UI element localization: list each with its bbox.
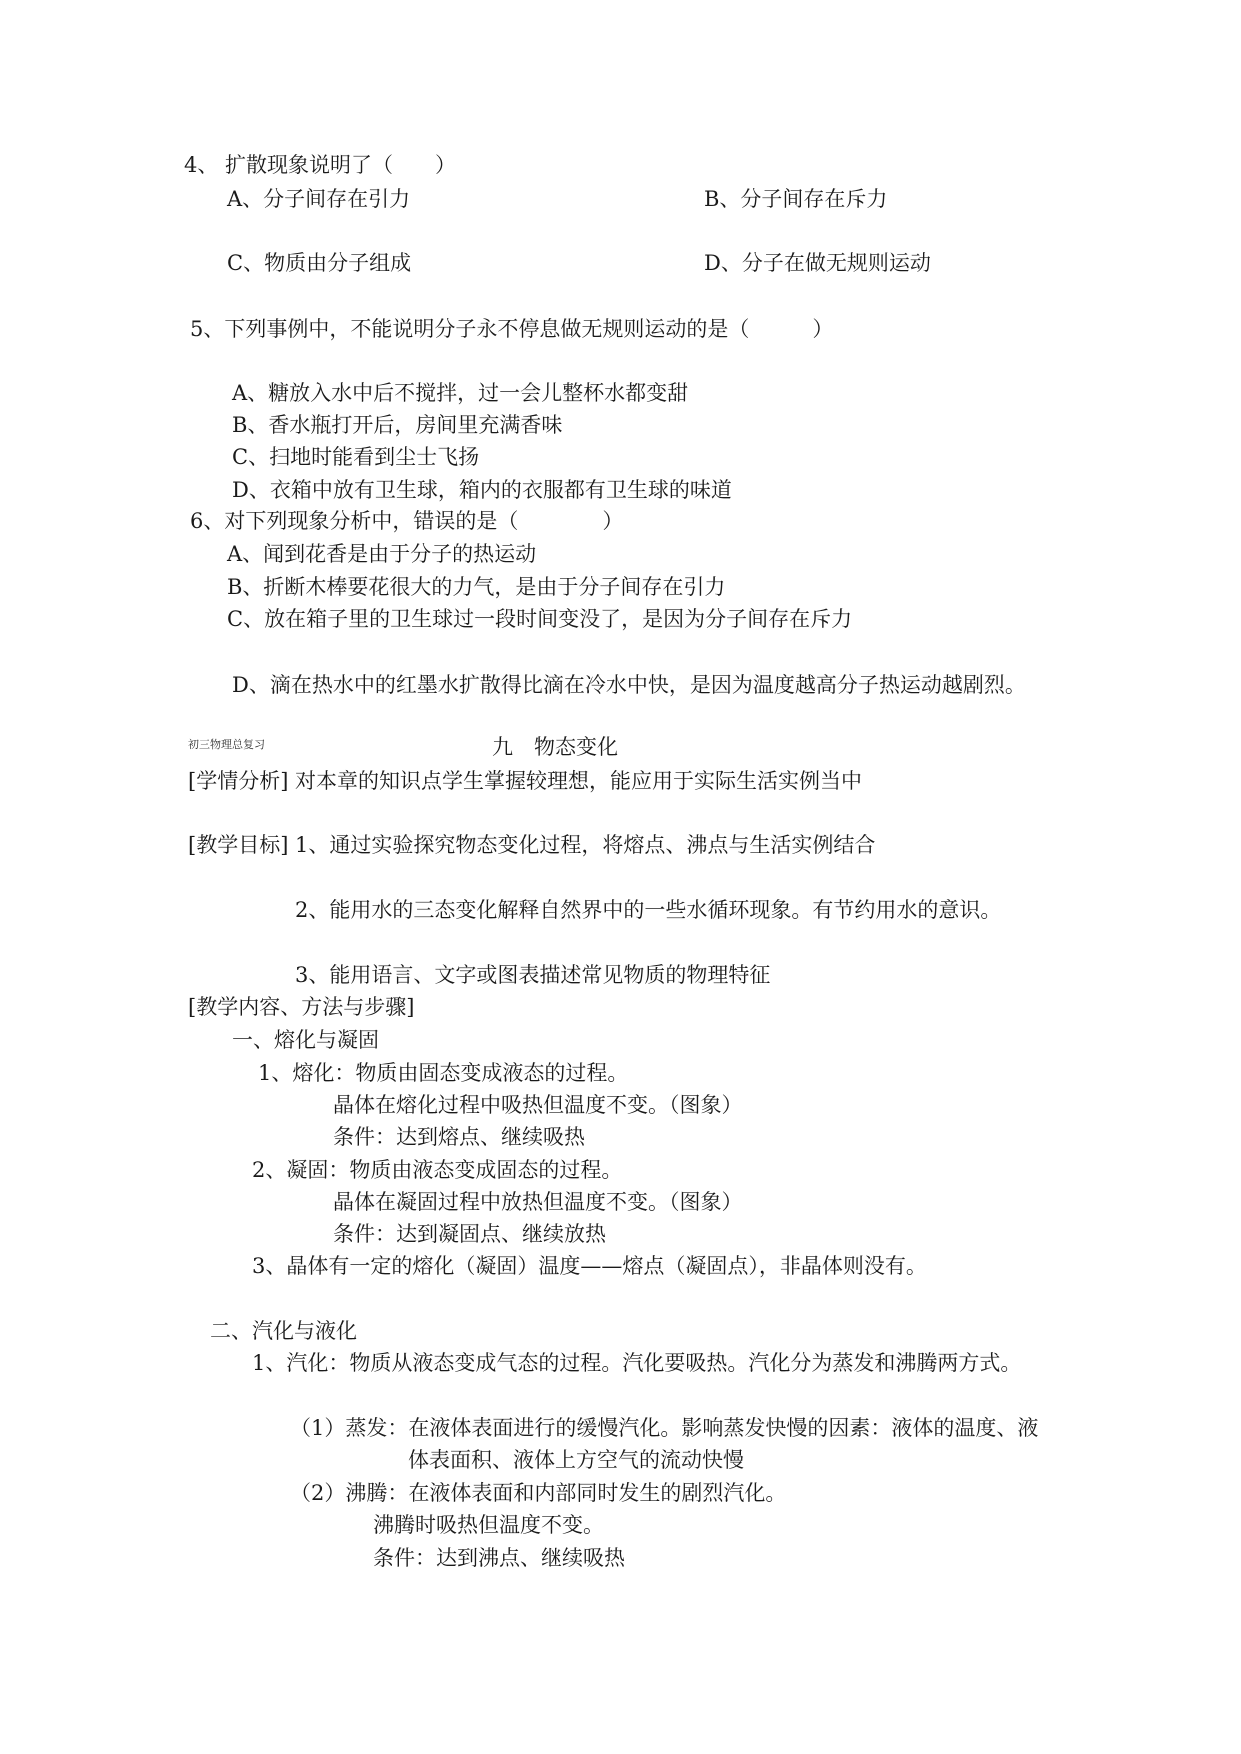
section-2-evaporation-cont: 体表面积、液体上方空气的流动快慢 — [408, 1448, 744, 1472]
running-header: 初三物理总复习 — [188, 738, 265, 751]
q5-option-d: D、衣箱中放有卫生球，箱内的衣服都有卫生球的味道 — [232, 478, 732, 502]
section-2-title: 二、汽化与液化 — [210, 1319, 357, 1343]
chapter-title: 九 物态变化 — [492, 735, 618, 759]
q4-option-d: D、分子在做无规则运动 — [704, 251, 931, 275]
q4-stem: 4、 扩散现象说明了（ ） — [184, 153, 457, 177]
q5-stem: 5、下列事例中，不能说明分子永不停息做无规则运动的是（ ） — [190, 317, 834, 341]
section-1-item-1-note-a: 晶体在熔化过程中吸热但温度不变。（图象） — [333, 1093, 743, 1117]
content-heading: [教学内容、方法与步骤] — [188, 995, 415, 1019]
q4-option-b: B、分子间存在斥力 — [704, 187, 888, 211]
goal-3: 3、能用语言、文字或图表描述常见物质的物理特征 — [295, 963, 771, 987]
section-1-item-2-note-b: 条件：达到凝固点、继续放热 — [333, 1222, 606, 1246]
section-1-item-1-note-b: 条件：达到熔点、继续吸热 — [333, 1125, 585, 1149]
q6-option-a: A、闻到花香是由于分子的热运动 — [227, 542, 537, 566]
q6-option-b: B、折断木棒要花很大的力气，是由于分子间存在引力 — [227, 575, 726, 599]
q4-option-a: A、分子间存在引力 — [227, 187, 411, 211]
section-2-evaporation: （1）蒸发：在液体表面进行的缓慢汽化。影响蒸发快慢的因素：液体的温度、液 — [290, 1416, 1039, 1440]
section-1-title: 一、熔化与凝固 — [232, 1028, 379, 1052]
section-2-boiling-note-b: 条件：达到沸点、继续吸热 — [373, 1546, 625, 1570]
q6-stem: 6、对下列现象分析中，错误的是（ ） — [190, 509, 624, 533]
section-1-item-2: 2、凝固：物质由液态变成固态的过程。 — [252, 1158, 623, 1182]
q4-option-c: C、物质由分子组成 — [227, 251, 412, 275]
q6-option-c: C、放在箱子里的卫生球过一段时间变没了，是因为分子间存在斥力 — [227, 607, 853, 631]
q5-option-c: C、扫地时能看到尘士飞扬 — [232, 445, 480, 469]
section-1-item-1: 1、熔化：物质由固态变成液态的过程。 — [258, 1061, 629, 1085]
section-2-boiling: （2）沸腾：在液体表面和内部同时发生的剧烈汽化。 — [290, 1481, 787, 1505]
section-1-item-3: 3、晶体有一定的熔化（凝固）温度——熔点（凝固点），非晶体则没有。 — [252, 1254, 927, 1278]
section-1-item-2-note-a: 晶体在凝固过程中放热但温度不变。（图象） — [333, 1190, 743, 1214]
section-2-item-1: 1、汽化：物质从液态变成气态的过程。汽化要吸热。汽化分为蒸发和沸腾两方式。 — [252, 1351, 1022, 1375]
q6-option-d: D、滴在热水中的红墨水扩散得比滴在冷水中快，是因为温度越高分子热运动越剧烈。 — [232, 673, 1026, 697]
learning-analysis: [学情分析] 对本章的知识点学生掌握较理想，能应用于实际生活实例当中 — [188, 769, 863, 793]
q5-option-b: B、香水瓶打开后，房间里充满香味 — [232, 413, 563, 437]
q5-option-a: A、糖放入水中后不搅拌，过一会儿整杯水都变甜 — [232, 381, 689, 405]
goal-2: 2、能用水的三态变化解释自然界中的一些水循环现象。有节约用水的意识。 — [295, 898, 1002, 922]
goal-1: [教学目标] 1、通过实验探究物态变化过程，将熔点、沸点与生活实例结合 — [188, 833, 876, 857]
section-2-boiling-note-a: 沸腾时吸热但温度不变。 — [373, 1513, 604, 1537]
